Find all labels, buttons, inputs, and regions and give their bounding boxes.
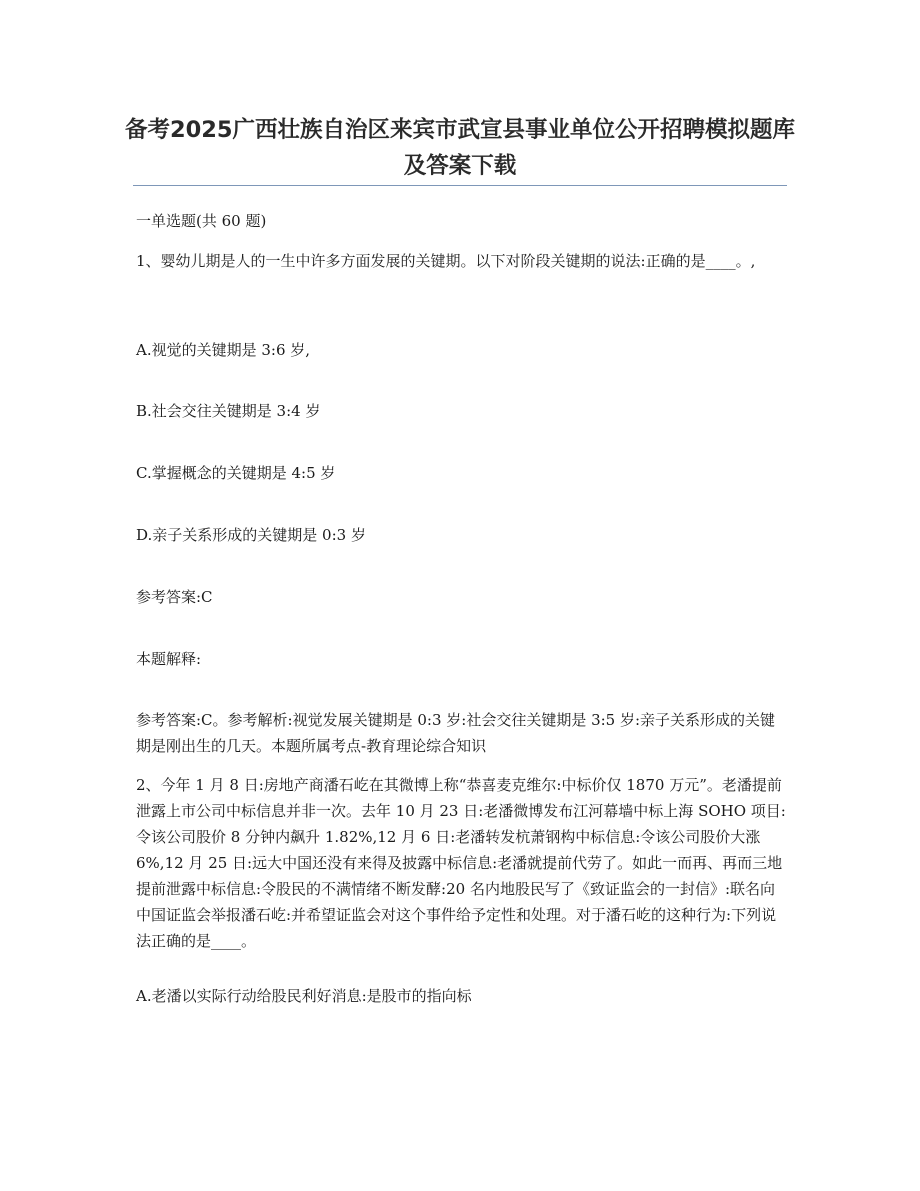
question-1-answer: 参考答案:C xyxy=(136,588,213,606)
question-1-explanation-label: 本题解释: xyxy=(136,650,202,668)
question-2-option-a: A.老潘以实际行动给股民利好消息:是股市的指向标 xyxy=(136,987,472,1005)
document-title: 备考2025广西壮族自治区来宾市武宣县事业单位公开招聘模拟题库及答案下载 xyxy=(124,117,796,179)
question-1-stem: 1、婴幼儿期是人的一生中许多方面发展的关键期。以下对阶段关键期的说法:正确的是____。, xyxy=(136,252,756,270)
question-1-option-b: B.社会交往关键期是 3:4 岁 xyxy=(136,402,321,420)
question-1-option-a: A.视觉的关键期是 3:6 岁, xyxy=(136,341,311,359)
section-label: 一单选题(共 60 题) xyxy=(136,212,267,230)
question-1-option-d: D.亲子关系形成的关键期是 0:3 岁 xyxy=(136,526,366,544)
question-2-stem: 2、今年 1 月 8 日:房地产商潘石屹在其微博上称“恭喜麦克维尔:中标价仅 1870 万元”。老潘提前泄露上市公司中标信息并非一次。去年 10 月 23 日:老潘微博发布江河幕墙中标上海 SOHO 项目:令该公司股价 8 分钟内飙升 1.82%,12 月 6 日:老潘转发杭萧钢构中标信息:令该公司股价大涨 6%,12 月 25 日:远大中国还没有来得及披露中标信息:老潘就提前代劳了。如此一而再、再而三地提前泄露中标信息:令股民的不满情绪不断发酵:20 名内地股民写了《致证监会的一封信》:联名向中国证监会举报潘石屹:并希望证监会对这个事件给予定性和处理。对于潘石屹的这种行为:下列说法正确的是____。 xyxy=(136,776,786,950)
title-divider xyxy=(133,185,787,186)
question-1-explanation: 参考答案:C。参考解析:视觉发展关键期是 0:3 岁:社会交往关键期是 3:5 岁:亲子关系形成的关键期是刚出生的几天。本题所属考点-教育理论综合知识 xyxy=(136,711,776,755)
question-1-option-c: C.掌握概念的关键期是 4:5 岁 xyxy=(136,464,336,482)
